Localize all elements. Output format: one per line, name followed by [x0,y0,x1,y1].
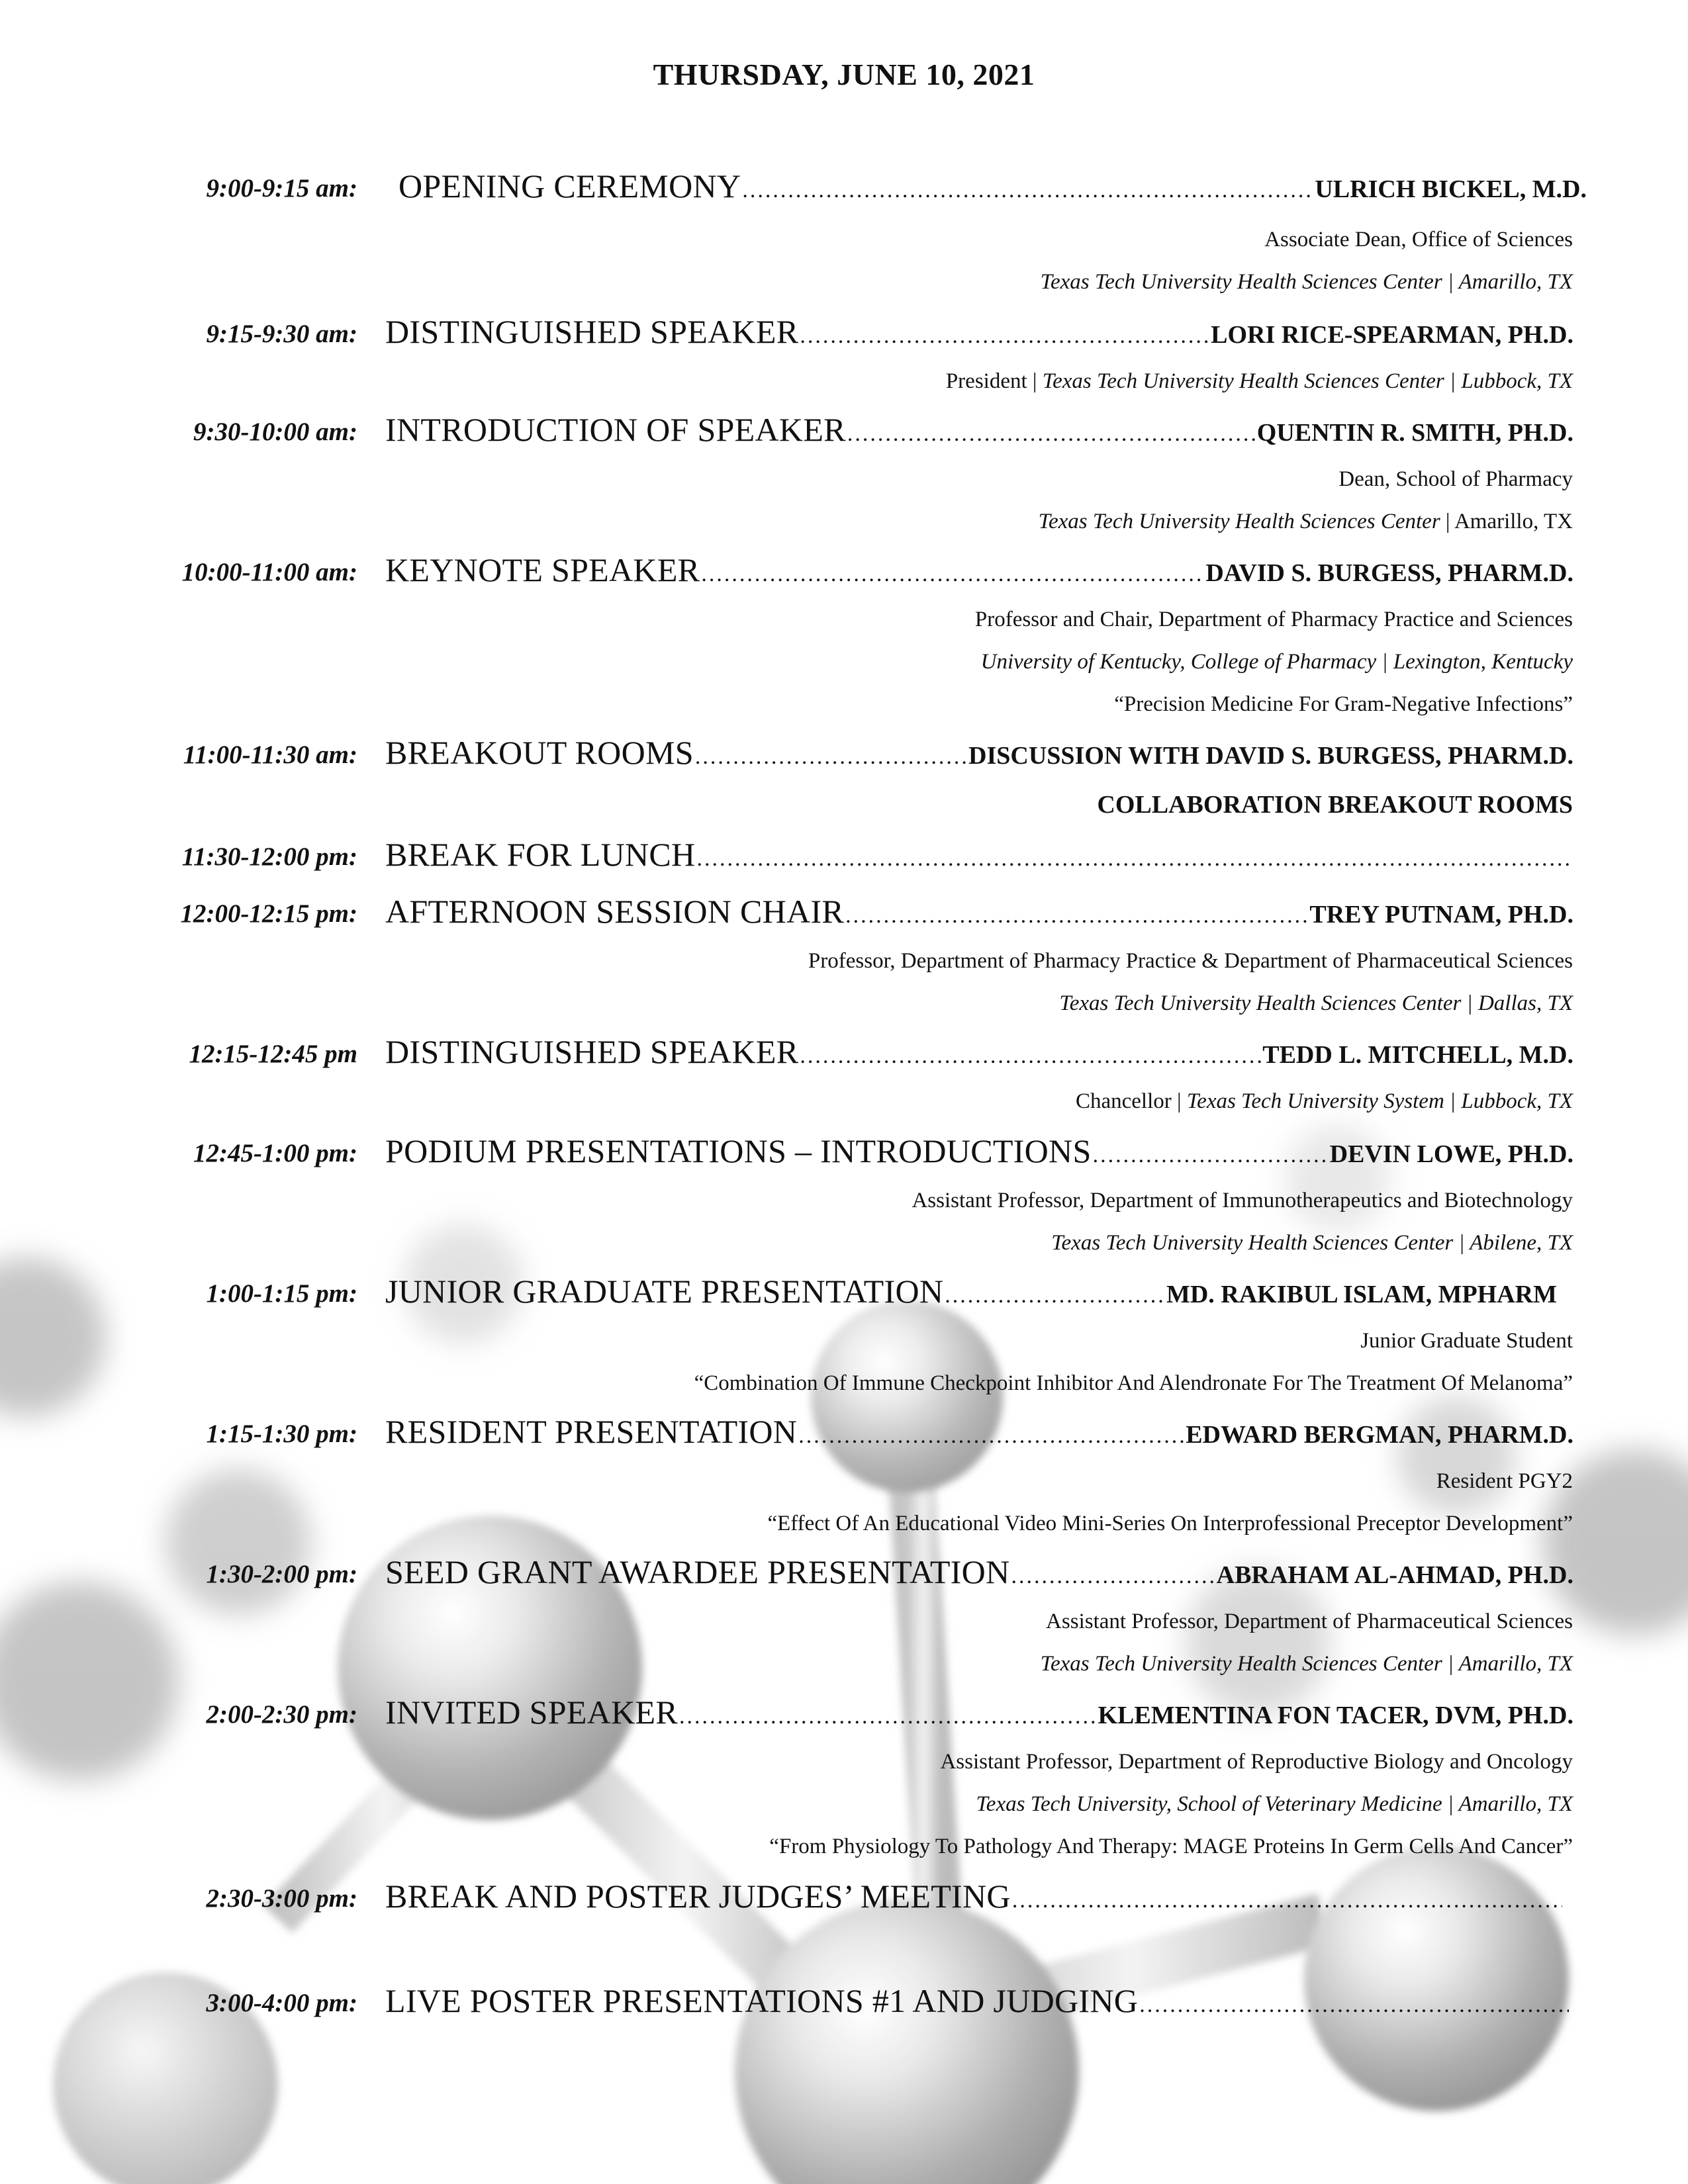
speaker-affiliation: Texas Tech University Health Sciences Center | Dallas, TX [1059,991,1573,1015]
time-slot: 9:00-9:15 am: [206,174,357,203]
speaker-name: QUENTIN R. SMITH, PH.D. [1256,419,1573,447]
time-slot: 2:00-2:30 pm: [206,1700,357,1729]
leader-dots [798,1424,1184,1449]
session-title: DISTINGUISHED SPEAKER [385,1033,799,1070]
leader-dots [695,745,967,770]
agenda-entry [385,410,1573,449]
speaker-affiliation: Texas Tech University Health Sciences Center | Abilene, TX [1051,1231,1573,1255]
speaker-detail: Dean, School of Pharmacy [1338,467,1573,491]
time-slot: 1:00-1:15 pm: [206,1279,357,1308]
agenda-entry [385,835,1570,874]
location: | Amarillo, TX [1440,510,1573,533]
time-slot: 3:00-4:00 pm: [206,1989,357,2017]
leader-dots [1093,1143,1329,1168]
time-slot: 11:30-12:00 pm: [181,842,357,871]
speaker-detail: Professor, Department of Pharmacy Practice & Department of Pharmaceutical Sciences [808,949,1573,973]
speaker-name: DEVIN LOWE, PH.D. [1329,1140,1573,1168]
time-slot: 10:00-11:00 am: [181,558,357,586]
time-slot: 12:15-12:45 pm [189,1040,357,1068]
agenda-entry [385,1693,1573,1731]
agenda-entry [399,167,1587,205]
time-slot: 2:30-3:00 pm: [206,1884,357,1913]
session-title: DISTINGUISHED SPEAKER [385,313,799,350]
leader-dots [1011,1564,1215,1589]
speaker-affiliation: Texas Tech University Health Sciences Center | Amarillo, TX [1040,270,1573,294]
agenda-entry [385,1032,1573,1071]
speaker-affiliation: Texas Tech University Health Sciences Center | Amarillo, TX [1040,1652,1573,1676]
speaker-name: LORI RICE-SPEARMAN, PH.D. [1211,321,1573,349]
agenda-entry [385,733,1573,772]
agenda-entry [385,1877,1564,1915]
session-title: JUNIOR GRADUATE PRESENTATION [385,1273,944,1310]
time-slot: 1:15-1:30 pm: [206,1420,357,1448]
institution: Texas Tech University System | Lubbock, TX [1186,1089,1573,1113]
session-title: RESIDENT PRESENTATION [385,1413,798,1450]
session-title: INTRODUCTION OF SPEAKER [385,411,846,448]
speaker-name: DAVID S. BURGESS, PHARM.D. [1205,559,1573,587]
session-title: AFTERNOON SESSION CHAIR [385,893,845,930]
leader-dots [800,1044,1261,1069]
speaker-name: TREY PUTNAM, PH.D. [1309,901,1573,929]
speaker-name: ULRICH BICKEL, M.D. [1315,175,1587,203]
agenda-entry [385,1412,1573,1451]
leader-dots [847,422,1256,447]
agenda-entry [385,312,1573,351]
speaker-name: DISCUSSION WITH DAVID S. BURGESS, PHARM.D. [968,742,1573,770]
speaker-detail: Assistant Professor, Department of Reproductive Biology and Oncology [940,1750,1573,1774]
session-title: BREAK AND POSTER JUDGES’ MEETING [385,1878,1011,1915]
time-slot: 12:45-1:00 pm: [193,1139,357,1167]
speaker-name: ABRAHAM AL-AHMAD, PH.D. [1216,1561,1573,1589]
page-title: THURSDAY, JUNE 10, 2021 [653,58,1035,91]
leader-dots [845,903,1308,929]
breakout-label: COLLABORATION BREAKOUT ROOMS [1097,791,1573,819]
speaker-detail: Resident PGY2 [1436,1469,1573,1493]
institution: Texas Tech University Health Sciences Center | Lubbock, TX [1042,369,1573,393]
leader-dots [945,1283,1165,1308]
time-slot: 12:00-12:15 pm: [180,899,357,928]
leader-dots [696,846,1569,872]
agenda-entry [385,1132,1573,1170]
time-slot: 1:30-2:00 pm: [206,1560,357,1588]
session-title: INVITED SPEAKER [385,1694,678,1731]
talk-title: “Precision Medicine For Gram-Negative Infections” [1114,692,1573,716]
speaker-detail: Professor and Chair, Department of Pharmacy Practice and Sciences [974,608,1573,631]
speaker-affiliation: Texas Tech University, School of Veterinary Medicine | Amarillo, TX [976,1792,1573,1816]
leader-dots [1012,1888,1562,1913]
speaker-name: EDWARD BERGMAN, PHARM.D. [1186,1421,1573,1449]
leader-dots [679,1704,1097,1729]
speaker-name: KLEMENTINA FON TACER, DVM, PH.D. [1098,1702,1573,1729]
session-title: OPENING CEREMONY [399,167,741,205]
session-title: SEED GRANT AWARDEE PRESENTATION [385,1553,1010,1590]
talk-title: “Combination Of Immune Checkpoint Inhibitor And Alendronate For The Treatment Of Melanoma” [694,1371,1573,1395]
speaker-name: TEDD L. MITCHELL, M.D. [1262,1041,1573,1069]
speaker-detail: Assistant Professor, Department of Immunotherapeutics and Biotechnology [912,1189,1573,1212]
leader-dots [1139,1993,1569,2018]
speaker-name: MD. RAKIBUL ISLAM, MPHARM [1166,1281,1557,1308]
session-title: PODIUM PRESENTATIONS – INTRODUCTIONS [385,1132,1092,1169]
session-title: KEYNOTE SPEAKER [385,551,700,588]
leader-dots [800,324,1209,349]
session-title: BREAKOUT ROOMS [385,734,694,771]
speaker-role: Chancellor | [1075,1089,1187,1113]
institution: Texas Tech University Health Sciences Center [1038,510,1440,533]
agenda-entry [385,551,1573,589]
session-title: BREAK FOR LUNCH [385,836,696,873]
speaker-affiliation [1039,510,1573,534]
agenda-entry [385,1981,1570,2020]
leader-dots [742,178,1313,203]
talk-title: “Effect Of An Educational Video Mini-Series On Interprofessional Preceptor Development” [767,1512,1573,1535]
agenda-entry [385,1553,1573,1591]
time-slot: 9:30-10:00 am: [193,418,357,446]
speaker-detail: Junior Graduate Student [1360,1329,1573,1353]
talk-title: “From Physiology To Pathology And Therapy: MAGE Proteins In Germ Cells And Cancer” [769,1835,1573,1858]
agenda-entry [385,1272,1557,1310]
speaker-affiliation: University of Kentucky, College of Pharmacy | Lexington, Kentucky [980,650,1573,674]
speaker-affiliation [946,369,1573,394]
speaker-detail: Associate Dean, Office of Sciences [1264,228,1573,251]
time-slot: 11:00-11:30 am: [183,741,357,769]
session-title: LIVE POSTER PRESENTATIONS #1 AND JUDGING [385,1982,1139,2019]
speaker-affiliation [1076,1089,1573,1114]
leader-dots [701,562,1204,587]
agenda-entry [385,892,1573,931]
time-slot: 9:15-9:30 am: [206,320,357,348]
speaker-detail: Assistant Professor, Department of Pharmaceutical Sciences [1046,1610,1573,1633]
speaker-role: President | [945,369,1043,393]
